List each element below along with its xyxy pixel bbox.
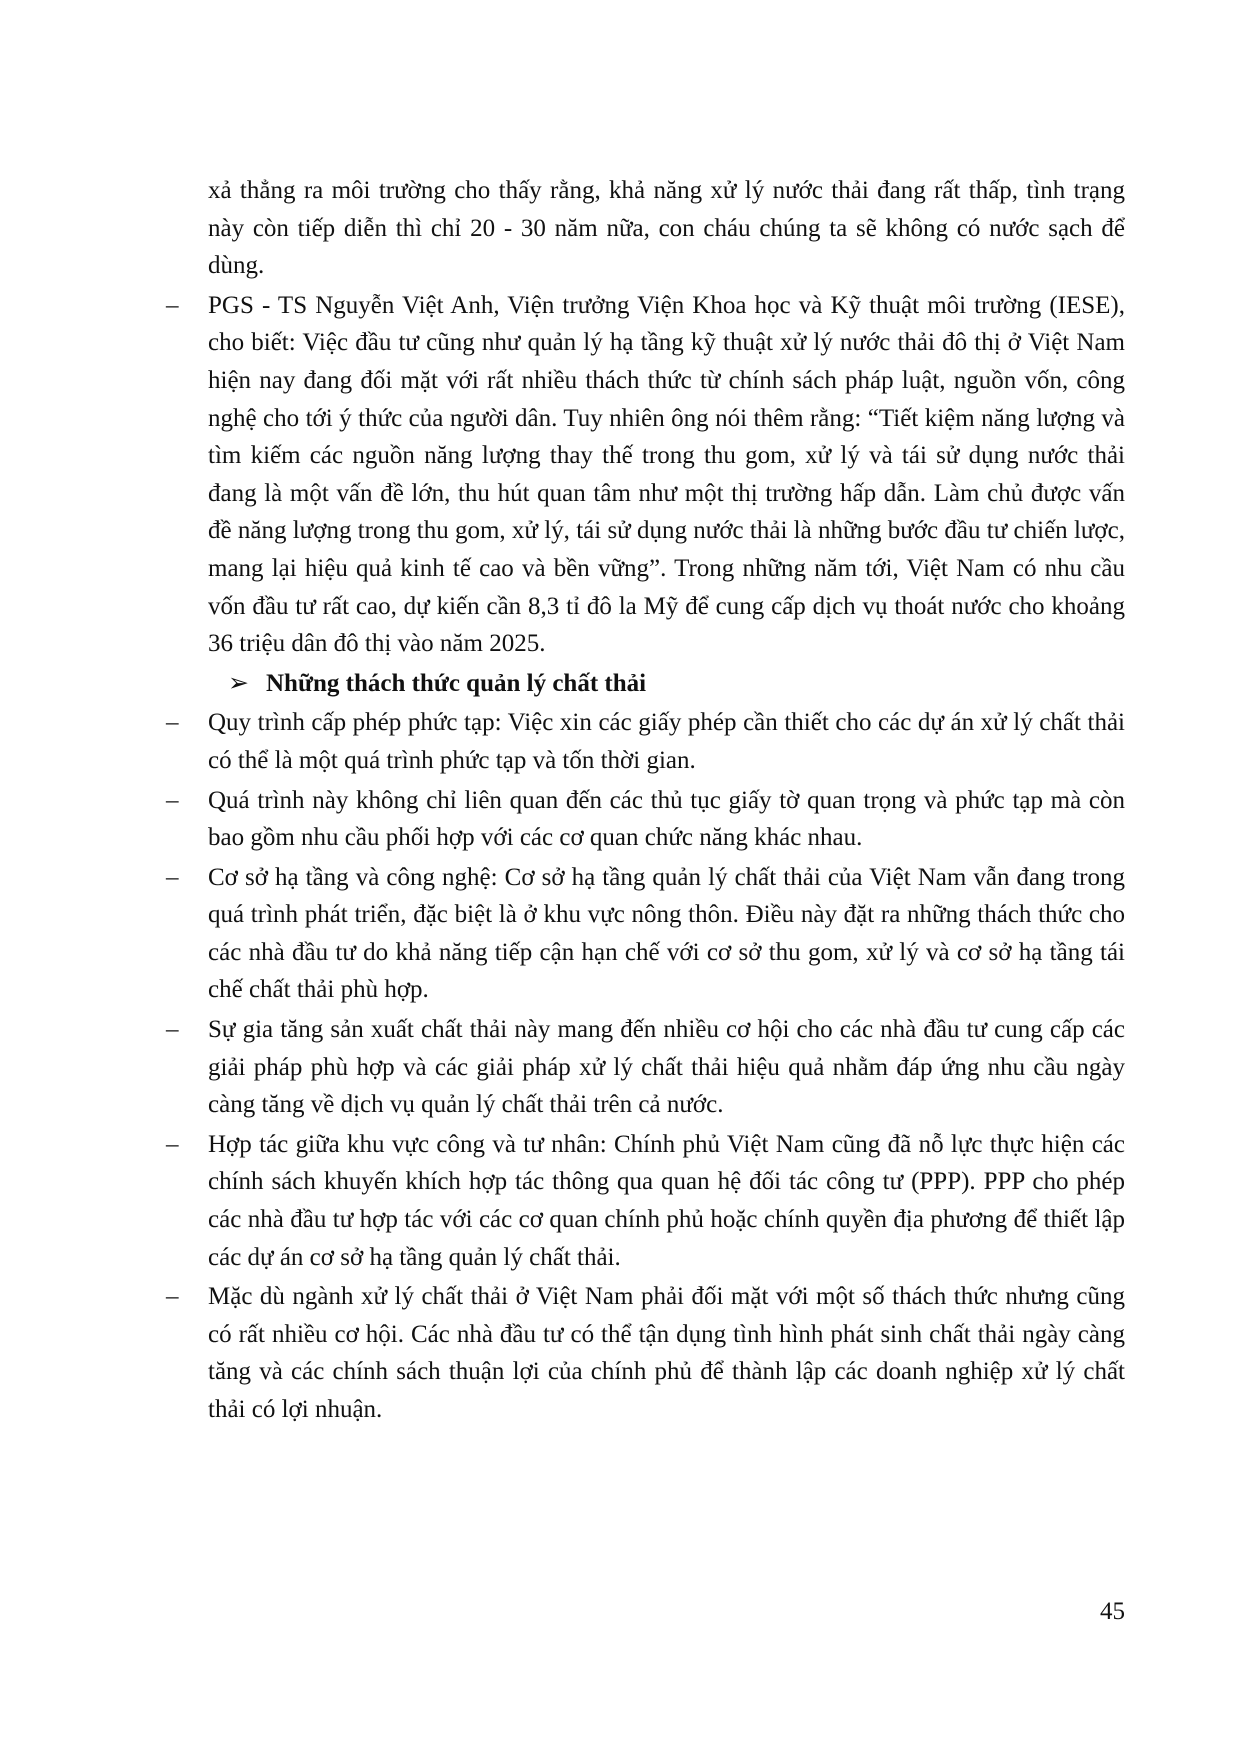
list-item-text: Mặc dù ngành xử lý chất thải ở Việt Nam phải đối mặt với một số thách thức nhưng cũng có rất nhiều cơ hội. Các nhà đầu tư có thể tận dụng tình hình phát sinh chất thải ngày càng tăng và các chính sách thuận lợi của chính phủ để thành lập các doanh nghiệp xử lý chất thải có lợi nhuận.	[208, 1283, 1125, 1423]
dash-bullet-icon: –	[166, 786, 179, 814]
list-item-text: Quy trình cấp phép phức tạp: Việc xin các giấy phép cần thiết cho các dự án xử lý chất thải có thể là một quá trình phức tạp và tốn thời gian.	[208, 709, 1125, 774]
arrow-bullet-icon: ➢	[228, 669, 249, 697]
list-item-text: PGS - TS Nguyễn Việt Anh, Viện trưởng Viện Khoa học và Kỹ thuật môi trường (IESE), cho biết: Việc đầu tư cũng như quản lý hạ tầng kỹ thuật xử lý nước thải đô thị ở Việt Nam hiện nay đang đối mặt với rất nhiều thách thức từ chính sách pháp luật, nguồn vốn, công nghệ cho tới ý thức của người dân. Tuy nhiên ông nói thêm rằng: “Tiết kiệm năng lượng và tìm kiếm các nguồn năng lượng thay thế trong thu gom, xử lý và tái sử dụng nước thải đang là một vấn đề lớn, thu hút quan tâm như một thị trường hấp dẫn. Làm chủ được vấn đề năng lượng trong thu gom, xử lý, tái sử dụng nước thải là những bước đầu tư chiến lược, mang lại hiệu quả kinh tế cao và bền vững”. Trong những năm tới, Việt Nam có nhu cầu vốn đầu tư rất cao, dự kiến cần 8,3 tỉ đô la Mỹ để cung cấp dịch vụ thoát nước cho khoảng 36 triệu dân đô thị vào năm 2025.	[208, 291, 1125, 658]
dash-bullet-icon: –	[166, 1016, 179, 1044]
list-item	[166, 704, 1125, 779]
dash-bullet-icon: –	[166, 1283, 179, 1311]
dash-bullet-icon: –	[166, 709, 179, 737]
section-heading	[166, 665, 1125, 703]
list-item	[166, 859, 1125, 1009]
dash-bullet-icon: –	[166, 1130, 179, 1158]
dash-bullet-icon: –	[166, 291, 179, 319]
dash-bullet-icon: –	[166, 863, 179, 891]
continuation-paragraph: xả thẳng ra môi trường cho thấy rằng, khả năng xử lý nước thải đang rất thấp, tình trạng này còn tiếp diễn thì chỉ 20 - 30 năm nữa, con cháu chúng ta sẽ không có nước sạch để dùng.	[208, 177, 1125, 280]
list-item-text: Cơ sở hạ tầng và công nghệ: Cơ sở hạ tầng quản lý chất thải của Việt Nam vẫn đang trong quá trình phát triển, đặc biệt là ở khu vực nông thôn. Điều này đặt ra những thách thức cho các nhà đầu tư do khả năng tiếp cận hạn chế với cơ sở thu gom, xử lý và cơ sở hạ tầng tái chế chất thải phù hợp.	[208, 863, 1125, 1004]
list-item	[166, 1011, 1125, 1124]
list-item	[166, 782, 1125, 857]
section-heading-text: Những thách thức quản lý chất thải	[266, 669, 647, 697]
page-number: 45	[1100, 1598, 1125, 1625]
list-item	[166, 1278, 1125, 1428]
list-item-text: Sự gia tăng sản xuất chất thải này mang đến nhiều cơ hội cho các nhà đầu tư cung cấp các giải pháp phù hợp và các giải pháp xử lý chất thải hiệu quả nhằm đáp ứng nhu cầu ngày càng tăng về dịch vụ quản lý chất thải trên cả nước.	[208, 1016, 1125, 1119]
list-item	[166, 287, 1125, 663]
list-item-text: Quá trình này không chỉ liên quan đến các thủ tục giấy tờ quan trọng và phức tạp mà còn bao gồm nhu cầu phối hợp với các cơ quan chức năng khác nhau.	[208, 786, 1125, 852]
list-item	[166, 1126, 1125, 1276]
page-body	[166, 172, 1125, 1431]
list-item-text: Hợp tác giữa khu vực công và tư nhân: Chính phủ Việt Nam cũng đã nỗ lực thực hiện các chính sách khuyến khích hợp tác thông qua quan hệ đối tác công tư (PPP). PPP cho phép các nhà đầu tư hợp tác với các cơ quan chính phủ hoặc chính quyền địa phương để thiết lập các dự án cơ sở hạ tầng quản lý chất thải.	[208, 1130, 1125, 1271]
